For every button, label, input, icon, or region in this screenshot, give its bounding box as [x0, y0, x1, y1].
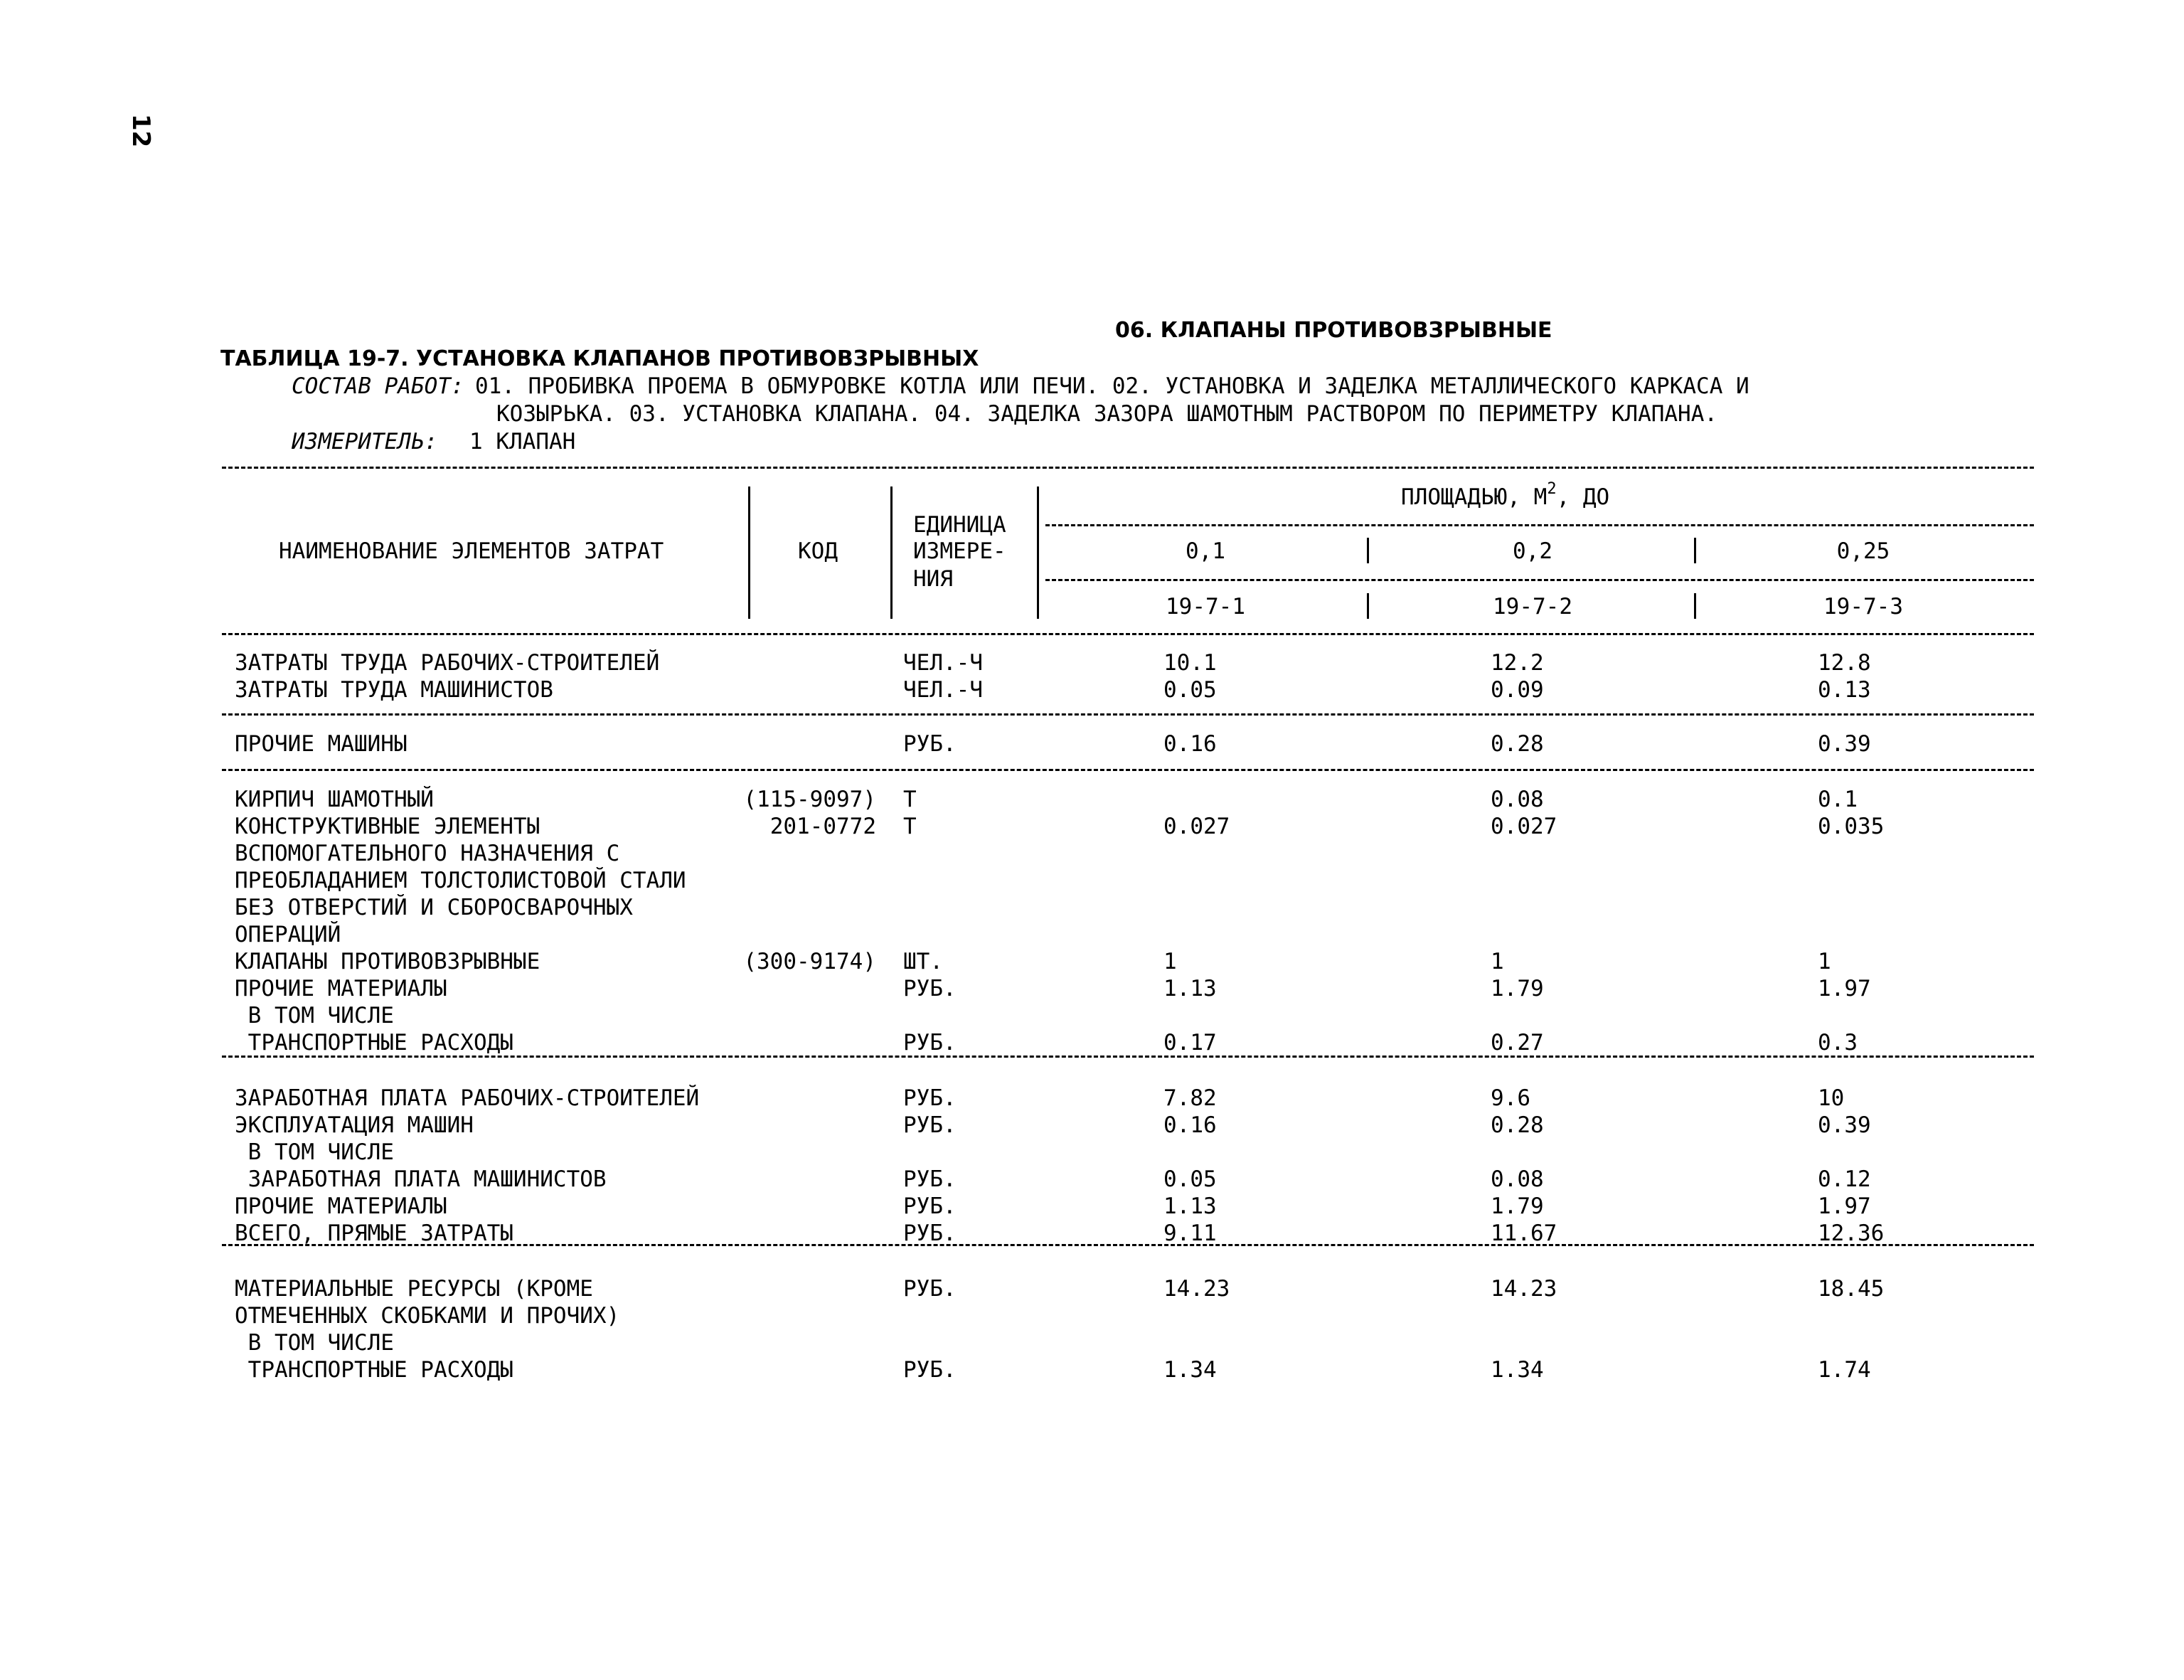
row-value-col3: 12.8	[1818, 650, 1871, 676]
row-value-col3: 1.97	[1818, 1193, 1871, 1219]
header-col1-code: 19-7-1	[1166, 594, 1245, 620]
row-name: В ТОМ ЧИСЛЕ	[235, 1003, 394, 1028]
row-name: БЕЗ ОТВЕРСТИЙ И СБОРОСВАРОЧНЫХ	[235, 895, 633, 920]
row-value-col1: 0.027	[1163, 814, 1230, 839]
header-divider-values	[1037, 487, 1039, 619]
row-name: ОПЕРАЦИЙ	[235, 922, 341, 947]
row-name: В ТОМ ЧИСЛЕ	[235, 1330, 394, 1356]
row-value-col2: 1.79	[1491, 1193, 1544, 1219]
row-value-col3: 0.035	[1818, 814, 1885, 839]
row-value-col1: 0.16	[1163, 731, 1217, 757]
composition-label: СОСТАВ РАБОТ:	[292, 373, 464, 399]
row-value-col2: 0.09	[1491, 677, 1544, 703]
row-value-col1: 14.23	[1163, 1276, 1230, 1302]
row-value-col2: 0.28	[1491, 731, 1544, 757]
header-rule-1	[1045, 524, 2034, 526]
row-value-col3: 0.39	[1818, 731, 1871, 757]
header-col3-code: 19-7-3	[1823, 594, 1903, 620]
row-name: ЗАТРАТЫ ТРУДА РАБОЧИХ-СТРОИТЕЛЕЙ	[235, 650, 660, 676]
row-unit: ШТ.	[903, 949, 943, 974]
row-value-col2: 0.27	[1491, 1030, 1544, 1056]
row-value-col2: 0.08	[1491, 1166, 1544, 1192]
row-unit: РУБ.	[903, 1030, 957, 1056]
row-value-col3: 18.45	[1818, 1276, 1885, 1302]
row-unit: РУБ.	[903, 1193, 957, 1219]
row-name: МАТЕРИАЛЬНЫЕ РЕСУРСЫ (КРОМЕ	[235, 1276, 593, 1302]
row-value-col1: 0.05	[1163, 1166, 1217, 1192]
row-value-col2: 0.08	[1491, 787, 1544, 812]
row-name: КЛАПАНЫ ПРОТИВОВЗРЫВНЫЕ	[235, 949, 540, 974]
table-top-rule	[222, 467, 2034, 469]
page-number: 12	[127, 114, 155, 148]
row-unit: Т	[903, 787, 917, 812]
header-divider-col2	[1367, 538, 1369, 563]
header-unit-3: НИЯ	[913, 566, 953, 592]
header-divider-code	[748, 487, 750, 619]
row-name: КИРПИЧ ШАМОТНЫЙ	[235, 787, 434, 812]
composition-line-2: КОЗЫРЬКА. 03. УСТАНОВКА КЛАПАНА. 04. ЗАДЕЛКА ЗАЗОРА ШАМОТНЫМ РАСТВОРОМ ПО ПЕРИМЕТРУ КЛАПАНА.	[496, 401, 1718, 427]
row-value-col3: 0.1	[1818, 787, 1858, 812]
header-divider-unit	[890, 487, 893, 619]
header-unit-2: ИЗМЕРЕ-	[913, 538, 1006, 564]
header-divider-col3	[1694, 538, 1696, 563]
row-name: ЗАРАБОТНАЯ ПЛАТА МАШИНИСТОВ	[235, 1166, 607, 1192]
row-value-col2: 1.79	[1491, 976, 1544, 1001]
header-rule-2	[1045, 579, 2034, 581]
row-value-col2: 1	[1491, 949, 1504, 974]
header-divider-col3-code	[1694, 593, 1696, 619]
row-value-col3: 1.97	[1818, 976, 1871, 1001]
header-area: ПЛОЩАДЬЮ, $М^2$, ДО	[1401, 479, 1610, 510]
header-code: КОД	[798, 538, 838, 564]
row-value-col1: 0.05	[1163, 677, 1217, 703]
row-name: ПРОЧИЕ МАШИНЫ	[235, 731, 407, 757]
row-code: (300-9174)	[743, 949, 876, 974]
row-name: ЭКСПЛУАТАЦИЯ МАШИН	[235, 1112, 474, 1138]
measure-label: ИЗМЕРИТЕЛЬ:	[292, 429, 438, 454]
header-col2-code: 19-7-2	[1493, 594, 1572, 620]
row-name: ОТМЕЧЕННЫХ СКОБКАМИ И ПРОЧИХ)	[235, 1303, 620, 1329]
section-title: 06. КЛАПАНЫ ПРОТИВОВЗРЫВНЫЕ	[1115, 318, 1552, 343]
row-value-col1: 0.16	[1163, 1112, 1217, 1138]
row-value-col1: 9.11	[1163, 1221, 1217, 1246]
row-value-col3: 1.74	[1818, 1357, 1871, 1383]
header-col2-size: 0,2	[1513, 538, 1552, 564]
group-separator	[222, 769, 2034, 771]
header-col1-size: 0,1	[1186, 538, 1225, 564]
header-divider-col2-code	[1367, 593, 1369, 619]
row-unit: РУБ.	[903, 976, 957, 1001]
row-name: ЗАРАБОТНАЯ ПЛАТА РАБОЧИХ-СТРОИТЕЛЕЙ	[235, 1085, 700, 1111]
row-value-col1: 10.1	[1163, 650, 1217, 676]
row-value-col2: 0.28	[1491, 1112, 1544, 1138]
row-unit: РУБ.	[903, 1357, 957, 1383]
row-value-col1: 1.34	[1163, 1357, 1217, 1383]
row-unit: ЧЕЛ.-Ч	[903, 650, 983, 676]
header-unit-1: ЕДИНИЦА	[913, 512, 1006, 538]
group-separator	[222, 713, 2034, 716]
row-value-col1: 0.17	[1163, 1030, 1217, 1056]
row-name: ВСПОМОГАТЕЛЬНОГО НАЗНАЧЕНИЯ С	[235, 841, 620, 866]
header-col3-size: 0,25	[1836, 538, 1890, 564]
row-name: ПРОЧИЕ МАТЕРИАЛЫ	[235, 976, 447, 1001]
row-value-col2: 1.34	[1491, 1357, 1544, 1383]
row-value-col2: 9.6	[1491, 1085, 1530, 1111]
row-name: ТРАНСПОРТНЫЕ РАСХОДЫ	[235, 1357, 513, 1383]
row-name: В ТОМ ЧИСЛЕ	[235, 1139, 394, 1165]
row-value-col3: 1	[1818, 949, 1831, 974]
composition-line-1: 01. ПРОБИВКА ПРОЕМА В ОБМУРОВКЕ КОТЛА ИЛИ ПЕЧИ. 02. УСТАНОВКА И ЗАДЕЛКА МЕТАЛЛИЧЕСКОГО КАРКАСА И	[475, 373, 1749, 399]
row-value-col3: 12.36	[1818, 1221, 1885, 1246]
row-value-col2: 12.2	[1491, 650, 1544, 676]
row-value-col3: 0.3	[1818, 1030, 1858, 1056]
row-value-col1: 1	[1163, 949, 1177, 974]
row-value-col2: 0.027	[1491, 814, 1557, 839]
row-name: ПРОЧИЕ МАТЕРИАЛЫ	[235, 1193, 447, 1219]
row-value-col3: 0.39	[1818, 1112, 1871, 1138]
row-value-col1: 1.13	[1163, 1193, 1217, 1219]
row-value-col3: 0.12	[1818, 1166, 1871, 1192]
row-code: (115-9097)	[743, 787, 876, 812]
row-value-col2: 11.67	[1491, 1221, 1557, 1246]
row-unit: РУБ.	[903, 1085, 957, 1111]
row-name: КОНСТРУКТИВНЫЕ ЭЛЕМЕНТЫ	[235, 814, 540, 839]
row-value-col1: 7.82	[1163, 1085, 1217, 1111]
row-unit: РУБ.	[903, 731, 957, 757]
row-value-col2: 14.23	[1491, 1276, 1557, 1302]
row-name: ВСЕГО, ПРЯМЫЕ ЗАТРАТЫ	[235, 1221, 513, 1246]
row-unit: РУБ.	[903, 1166, 957, 1192]
row-unit: РУБ.	[903, 1221, 957, 1246]
table-title: ТАБЛИЦА 19-7. УСТАНОВКА КЛАПАНОВ ПРОТИВОВЗРЫВНЫХ	[220, 346, 979, 371]
row-code: 201-0772	[769, 814, 876, 839]
header-name: НАИМЕНОВАНИЕ ЭЛЕМЕНТОВ ЗАТРАТ	[279, 538, 664, 564]
row-unit: РУБ.	[903, 1112, 957, 1138]
row-name: ТРАНСПОРТНЫЕ РАСХОДЫ	[235, 1030, 513, 1056]
row-value-col3: 10	[1818, 1085, 1845, 1111]
row-value-col3: 0.13	[1818, 677, 1871, 703]
row-unit: ЧЕЛ.-Ч	[903, 677, 983, 703]
row-unit: Т	[903, 814, 917, 839]
row-name: ПРЕОБЛАДАНИЕМ ТОЛСТОЛИСТОВОЙ СТАЛИ	[235, 868, 686, 893]
measure-value: 1 КЛАПАН	[469, 429, 576, 454]
row-name: ЗАТРАТЫ ТРУДА МАШИНИСТОВ	[235, 677, 553, 703]
row-value-col1: 1.13	[1163, 976, 1217, 1001]
header-bottom-rule	[222, 633, 2034, 635]
row-unit: РУБ.	[903, 1276, 957, 1302]
